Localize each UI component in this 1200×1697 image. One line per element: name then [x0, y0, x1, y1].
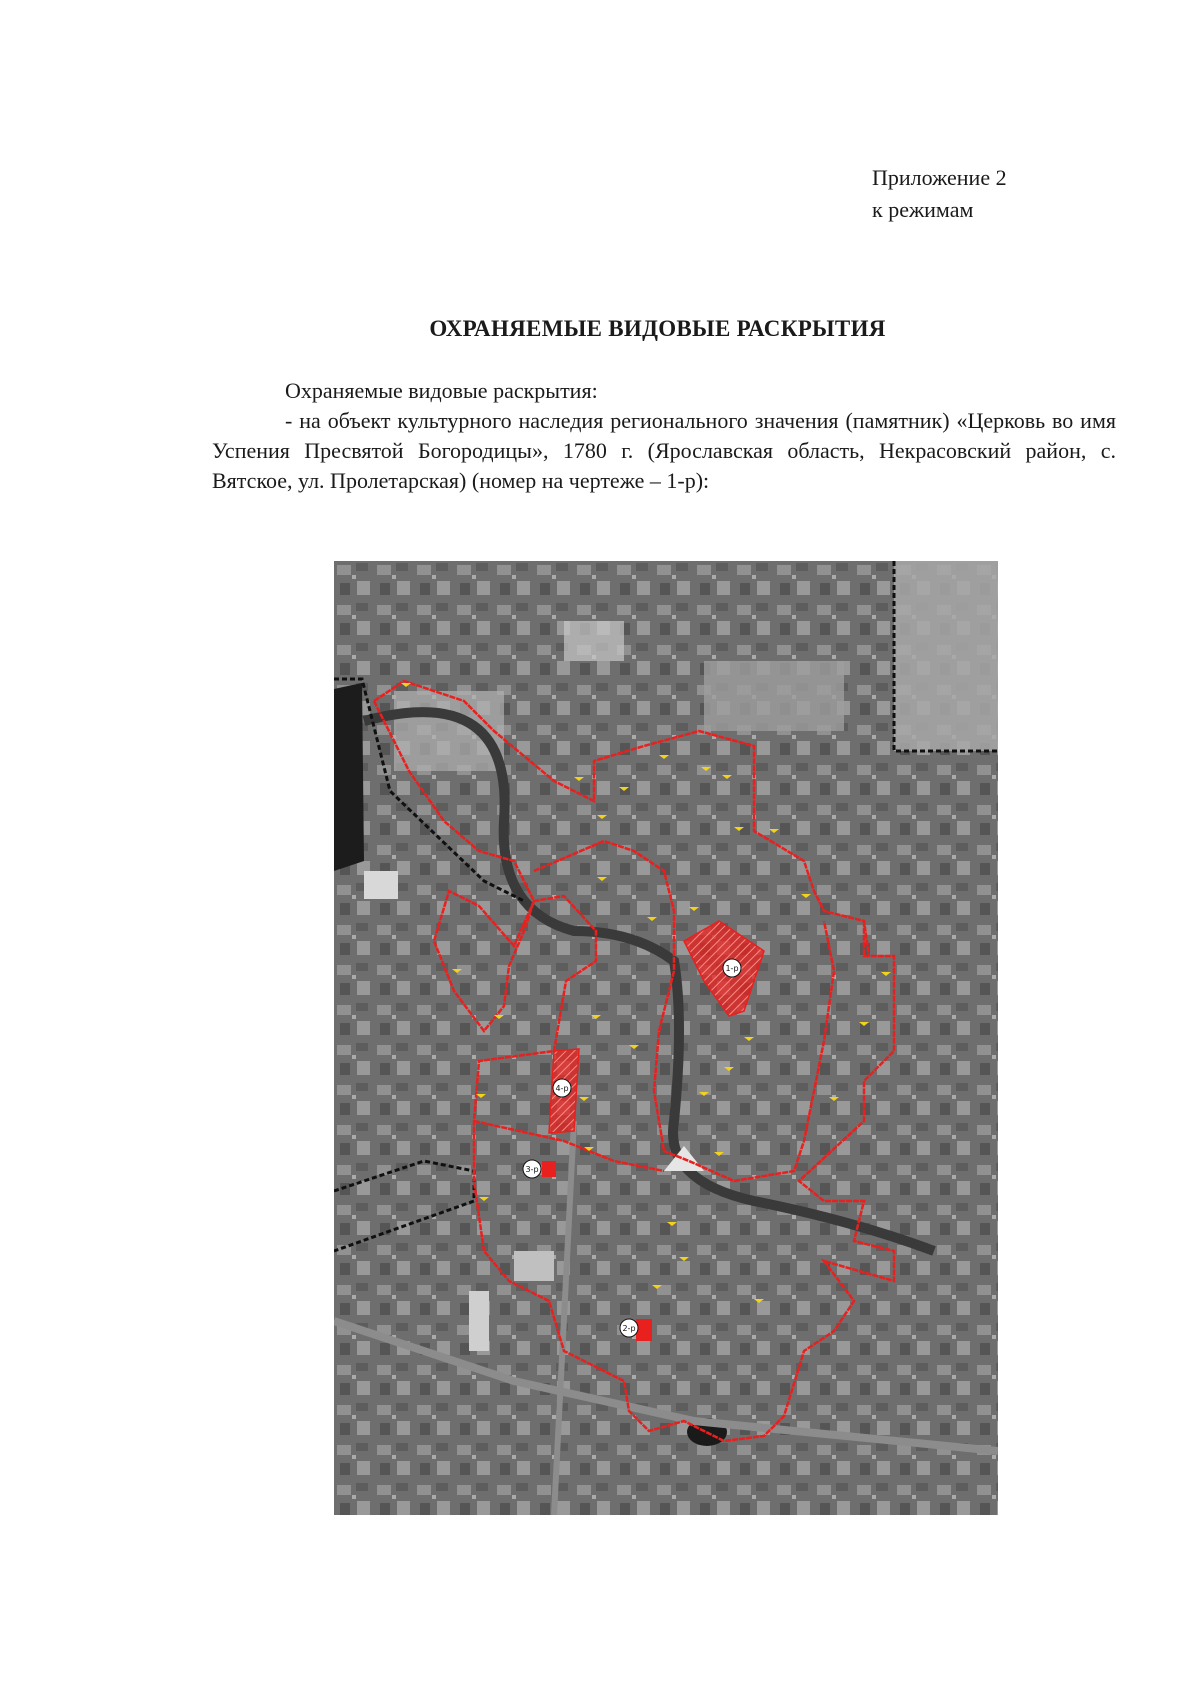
- protected-object-3r: [542, 1161, 556, 1177]
- marker-4r: [553, 1079, 571, 1097]
- intro-paragraph: Охраняемые видовые раскрытия:: [285, 378, 598, 403]
- body-paragraph: - на объект культурного наследия регионального значения (памятник) «Церковь во имя Успения Пресвятой Богородицы», 1780 г. (Ярославская область, Некрасовский район, с. Вятское, ул. Пролетарская) (номер на чертеже – 1-р):: [212, 408, 1116, 493]
- document-title: ОХРАНЯЕМЫЕ ВИДОВЫЕ РАСКРЫТИЯ: [429, 316, 886, 341]
- marker-1r: [723, 959, 741, 977]
- protected-object-2r: [636, 1319, 652, 1341]
- marker-3r-label: 3-р: [525, 1165, 539, 1174]
- satellite-map: [334, 561, 998, 1515]
- marker-3r: [523, 1160, 541, 1178]
- appendix-line-1: Приложение 2: [872, 165, 1007, 190]
- pond-top-left: [334, 683, 364, 871]
- appendix-note: [872, 162, 1007, 226]
- marker-2r: [620, 1319, 638, 1337]
- marker-2r-label: 2-р: [622, 1324, 636, 1333]
- appendix-line-2: к режимам: [872, 197, 974, 222]
- marker-4r-label: 4-р: [555, 1084, 569, 1093]
- marker-1r-label: 1-р: [725, 964, 739, 973]
- map-canvas: [334, 561, 998, 1515]
